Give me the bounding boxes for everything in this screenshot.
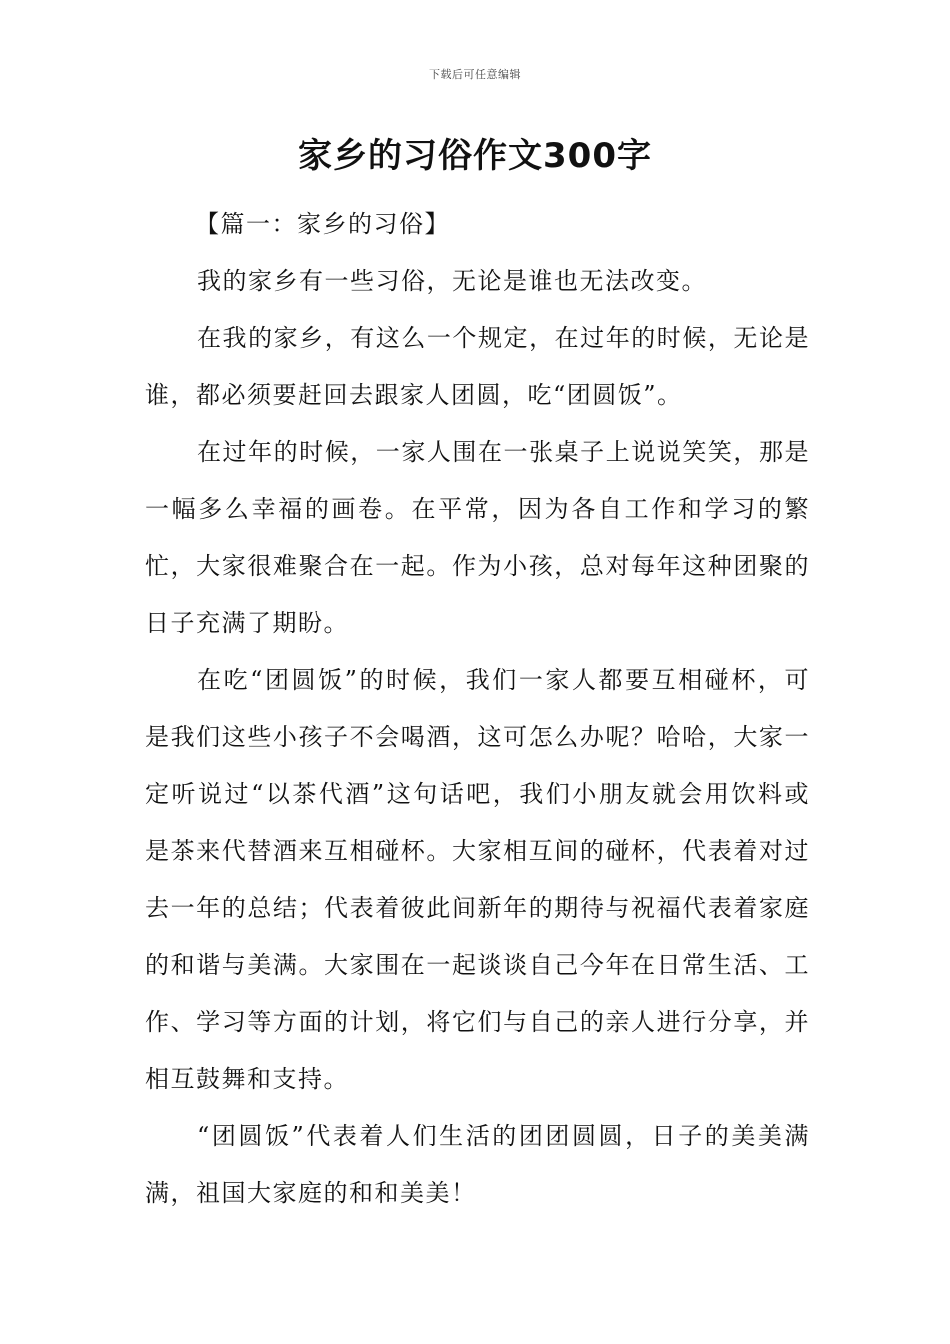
paragraph-5: “团圆饭”代表着人们生活的团团圆圆，日子的美美满满，祖国大家庭的和和美美！ <box>145 1122 810 1207</box>
document-body <box>145 196 810 1222</box>
paragraph-4: 在吃“团圆饭”的时候，我们一家人都要互相碰杯，可是我们这些小孩子不会喝酒，这可怎么办呢？哈哈，大家一定听说过“以茶代酒”这句话吧，我们小朋友就会用饮料或是茶来代替酒来互相碰杯。大家相互间的碰杯，代表着对过去一年的总结；代表着彼此间新年的期待与祝福代表着家庭的和谐与美满。大家围在一起谈谈自己今年在日常生活、工作、学习等方面的计划，将它们与自己的亲人进行分享，并相互鼓舞和支持。 <box>145 666 810 1093</box>
paragraph-3: 在过年的时候，一家人围在一张桌子上说说笑笑，那是一幅多么幸福的画卷。在平常，因为各自工作和学习的繁忙，大家很难聚合在一起。作为小孩，总对每年这种团聚的日子充满了期盼。 <box>145 438 810 637</box>
paragraph-1: 我的家乡有一些习俗，无论是谁也无法改变。 <box>197 267 707 295</box>
document-title: 家乡的习俗作文300字 <box>298 136 652 176</box>
header-note: 下载后可任意编辑 <box>429 68 521 81</box>
section-heading: 【篇一：家乡的习俗】 <box>195 210 450 238</box>
paragraph-2: 在我的家乡，有这么一个规定，在过年的时候，无论是谁，都必须要赶回去跟家人团圆，吃“团圆饭”。 <box>145 324 810 409</box>
